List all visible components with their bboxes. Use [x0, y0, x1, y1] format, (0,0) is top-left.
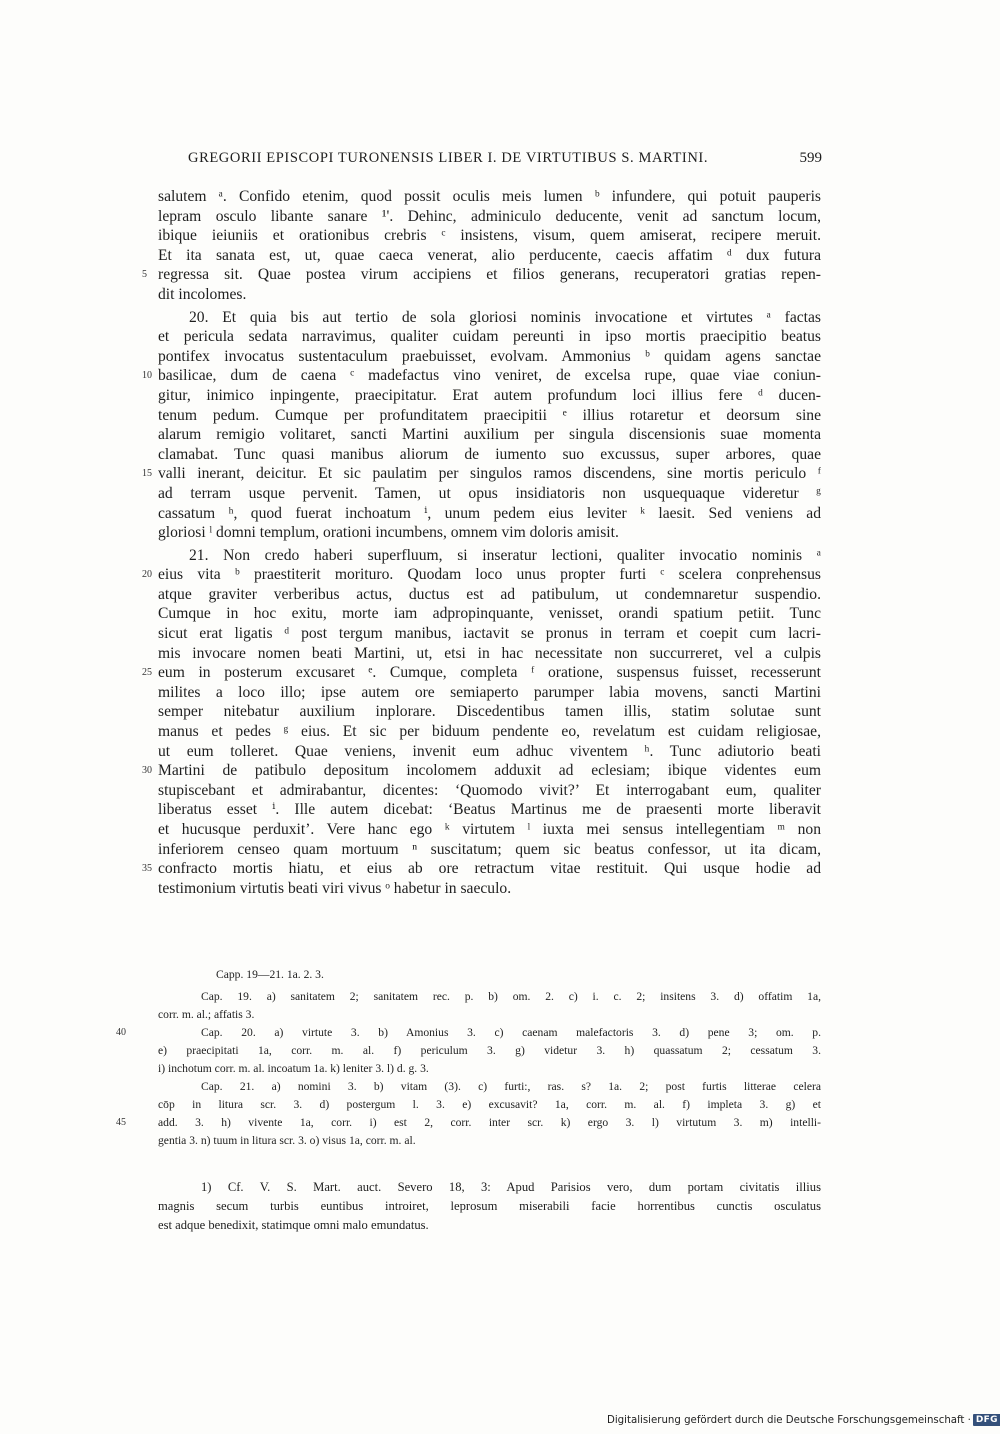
text-line — [142, 565, 821, 585]
line-number: 30 — [142, 765, 152, 777]
text-line — [142, 761, 821, 781]
text-line — [158, 800, 821, 820]
line-text: dit incolomes. — [158, 285, 247, 303]
text-line — [142, 464, 821, 484]
text-line — [158, 187, 821, 207]
text-line — [158, 644, 821, 664]
apparatus-line — [116, 1114, 821, 1132]
line-text: Martini de patibulo depositum incolomem adduxit ad eclesiam; ibique videntes eum — [158, 762, 821, 780]
text-line — [158, 226, 821, 246]
line-text: sicut erat ligatis ᵈ post tergum manibus, iactavit se pronus in terram et coepit cum lacri- — [158, 625, 821, 643]
line-text: liberatus esset ⁱ. Ille autem dicebat: ‘Beatus Martinus me de praesenti morte liberavit — [158, 801, 821, 819]
line-text: ut eum tolleret. Quae veniens, invenit eum adhuc viventem ʰ. Tunc adiutorio beati — [158, 742, 821, 760]
apparatus-text: e) praecipitati 1a, corr. m. al. f) periculum 3. g) videtur 3. h) quassatum 2; cessatum 3. — [158, 1044, 821, 1057]
line-text: stupiscebant et admirabantur, dicentes: ‘Quomodo vivit?’ Et interrogabant eum, qualiter — [158, 781, 821, 799]
line-number: 15 — [142, 468, 152, 480]
text-line — [158, 484, 821, 504]
line-text: manus et pedes ᵍ eius. Et sic per biduum pendente eo, revelatum est cuidam religiosae, — [158, 723, 821, 741]
text-line — [158, 546, 821, 566]
apparatus-text: Cap. 21. a) nomini 3. b) vitam (3). c) furti:, ras. s? 1a. 2; post furtis litterae celera — [201, 1080, 821, 1093]
apparatus-text: Capp. 19—21. 1a. 2. 3. — [216, 968, 324, 981]
line-text: 20. Et quia bis aut tertio de sola gloriosi nominis invocatione et virtutes ᵃ factas — [189, 308, 821, 326]
line-text: basilicae, dum de caena ᶜ madefactus vino veniret, de excelsa rupe, quae viae coniun- — [158, 367, 821, 385]
text-line — [158, 722, 821, 742]
line-text: tenum pedum. Cumque per profunditatem praecipitii ᵉ illius rotaretur et deorsum sine — [158, 406, 821, 424]
footnote-line: 1) Cf. V. S. Mart. auct. Severo 18, 3: Apud Parisios vero, dum portam civitatis illius — [201, 1180, 821, 1194]
line-number: 25 — [142, 667, 152, 679]
text-line — [158, 604, 821, 624]
line-text: et hucusque perduxit’. Vere hanc ego ᵏ virtutem ˡ iuxta mei sensus intellegentiam ᵐ non — [158, 821, 821, 838]
running-title: GREGORII EPISCOPI TURONENSIS LIBER I. DE VIRTUTIBUS S. MARTINI. — [188, 150, 709, 166]
text-line — [142, 265, 821, 285]
line-text: atque graviter verberibus actus, ductus est ad patibulum, ut condemnaretur suspendio. — [158, 585, 821, 603]
text-line — [158, 820, 821, 840]
apparatus-text: Cap. 20. a) virtute 3. b) Amonius 3. c) caenam malefactoris 3. d) pene 3; om. p. — [201, 1026, 821, 1039]
text-line — [158, 386, 821, 406]
line-text: ibique ieiuniis et orationibus crebris ᶜ insistens, visum, quem amiserat, recipere meruit. — [158, 227, 821, 245]
line-text: semper nitebatur auxilium inplorare. Discedentibus tamen illis, statim solutae sunt — [158, 703, 821, 721]
line-text: Cumque in hoc exitu, morte iam adpropinquante, venisset, orandi spatium petiit. Tunc — [158, 605, 821, 623]
text-line — [158, 246, 821, 266]
dfg-credit — [607, 1414, 1000, 1426]
apparatus-text: i) inchotum corr. m. al. incoatum 1a. k) leniter 3. l) d. g. 3. — [158, 1062, 429, 1075]
line-text: gloriosi ˡ domni templum, orationi incumbens, omnem vim doloris amisit. — [158, 524, 619, 542]
line-text: salutem ᵃ. Confido etenim, quod possit oculis meis lumen ᵇ infundere, qui potuit pauperis — [158, 188, 821, 205]
text-line — [142, 366, 821, 386]
text-line — [158, 624, 821, 644]
line-number: 10 — [142, 370, 152, 382]
line-number: 40 — [116, 1027, 126, 1038]
text-line — [158, 742, 821, 762]
page-number: 599 — [799, 150, 822, 166]
footnote-line: magnis secum turbis euntibus introiret, leprosum miserabili facie horrentibus cunctis osculatus — [158, 1199, 821, 1213]
text-line — [158, 327, 821, 347]
line-text: regressa sit. Quae postea virum accipiens et filios generans, recuperatori gratias repen- — [158, 266, 821, 284]
apparatus-text: corr. m. al.; affatis 3. — [158, 1008, 255, 1021]
apparatus-line — [158, 1060, 821, 1078]
text-line — [142, 663, 821, 683]
line-text: pontifex invocatus sustentaculum praebuisset, evolvam. Ammonius ᵇ quidam agens sanctae — [158, 347, 821, 365]
line-number: 20 — [142, 569, 152, 581]
apparatus-text: gentia 3. n) tuum in litura scr. 3. o) visus 1a, corr. m. al. — [158, 1134, 416, 1147]
apparatus-line — [158, 966, 821, 984]
running-header — [188, 150, 822, 167]
text-line — [158, 781, 821, 801]
line-text: cassatum ʰ, quod fuerat inchoatum ⁱ, unum pedem eius leviter ᵏ laesit. Sed veniens ad — [158, 504, 821, 522]
apparatus-line — [158, 1096, 821, 1114]
line-text: gitur, inimico inpingente, praecipitatur. Erat autem profundum loci illius fere ᵈ ducen- — [158, 386, 821, 404]
text-line — [158, 347, 821, 367]
text-line — [158, 308, 821, 328]
line-text: mis invocare nomen beati Martini, ut, etsi in hac necessitate non succurreret, vel a culpis — [158, 644, 821, 662]
footnote — [158, 1178, 821, 1235]
text-line — [142, 859, 821, 879]
line-text: clamabat. Tunc quasi manibus aliorum de iumento suo excussus, super arbores, quae — [158, 445, 821, 463]
apparatus-text: Cap. 19. a) sanitatem 2; sanitatem rec. p. b) om. 2. c) i. c. 2; insitens 3. d) offatim 1a, — [201, 990, 821, 1003]
text-line — [158, 207, 821, 227]
line-text: confracto mortis hiatu, et eius ab ore retractum vitae restituit. Qui usque hodie ad — [158, 860, 821, 878]
text-line — [158, 285, 821, 305]
text-line — [158, 445, 821, 465]
text-line — [158, 523, 821, 543]
line-text: 21. Non credo haberi superfluum, si inseratur lectioni, qualiter invocatio nominis ᵃ — [189, 546, 821, 564]
line-text: alarum remigio volitaret, sancti Martini auxilium per singula discensionis suae momenta — [158, 426, 821, 444]
line-text: testimonium virtutis beati viri vivus ᵒ habetur in saeculo. — [158, 879, 512, 897]
apparatus-line — [158, 1006, 821, 1024]
dfg-logo-icon: DFG — [973, 1414, 1000, 1426]
line-text: et pericula sedata narravimus, qualiter cuidam pereunti in ipso mortis praecipitio beatus — [158, 328, 821, 346]
text-line — [158, 585, 821, 605]
line-number: 5 — [142, 269, 147, 281]
apparatus-text: add. 3. h) vivente 1a, corr. i) est 2, corr. inter scr. k) ergo 3. l) virtutum 3. m) intelli- — [158, 1116, 821, 1129]
text-line — [158, 683, 821, 703]
line-text: eum in posterum excusaret ᵉ. Cumque, completa ᶠ oratione, suspensus fuisset, recesserunt — [158, 664, 821, 682]
line-number: 35 — [142, 863, 152, 875]
text-line — [158, 840, 821, 860]
line-number: 45 — [116, 1117, 126, 1128]
line-text: ad terram usque pervenit. Tamen, ut opus insidiatoris non usquequaque videretur ᵍ — [158, 484, 821, 502]
line-text: Et ita sanata est, ut, quae caeca venerat, alio perducente, caecis affatim ᵈ dux futura — [158, 246, 821, 264]
apparatus-line — [158, 1042, 821, 1060]
apparatus-line — [116, 1024, 821, 1042]
apparatus-text: cōp in litura scr. 3. d) postergum l. 3. e) excusavit? 1a, corr. m. al. f) impleta 3. g) et — [158, 1098, 821, 1111]
apparatus-line — [158, 1078, 821, 1096]
text-line — [158, 879, 821, 899]
text-line — [158, 702, 821, 722]
footnote-line: est adque benedixit, statimque omni malo emundatus. — [158, 1218, 429, 1232]
line-text: eius vita ᵇ praestiterit morituro. Quodam loco unus propter furti ᶜ scelera conprehensus — [158, 566, 821, 584]
line-text: valli inerant, deicitur. Et sic paulatim per singulos ramos discendens, sine mortis periculo ᶠ — [158, 465, 821, 483]
line-text: milites a loco illo; ipse autem ore semiaperto parumper labia movens, sancti Martini — [158, 683, 821, 701]
main-text — [142, 187, 821, 898]
critical-apparatus — [116, 966, 821, 1150]
text-line — [158, 425, 821, 445]
apparatus-line — [158, 1132, 821, 1150]
credit-text: Digitalisierung gefördert durch die Deutsche Forschungsgemeinschaft · — [607, 1414, 971, 1426]
line-text: inferiorem censeo quam mortuum ⁿ suscitatum; quem sic beatus confessor, ut ita dicam, — [158, 840, 821, 858]
text-line — [158, 406, 821, 426]
line-text: lepram osculo libante sanare ¹'. Dehinc, adminiculo deducente, venit ad sanctum locum, — [158, 207, 821, 225]
text-line — [158, 504, 821, 524]
apparatus-line — [158, 988, 821, 1006]
